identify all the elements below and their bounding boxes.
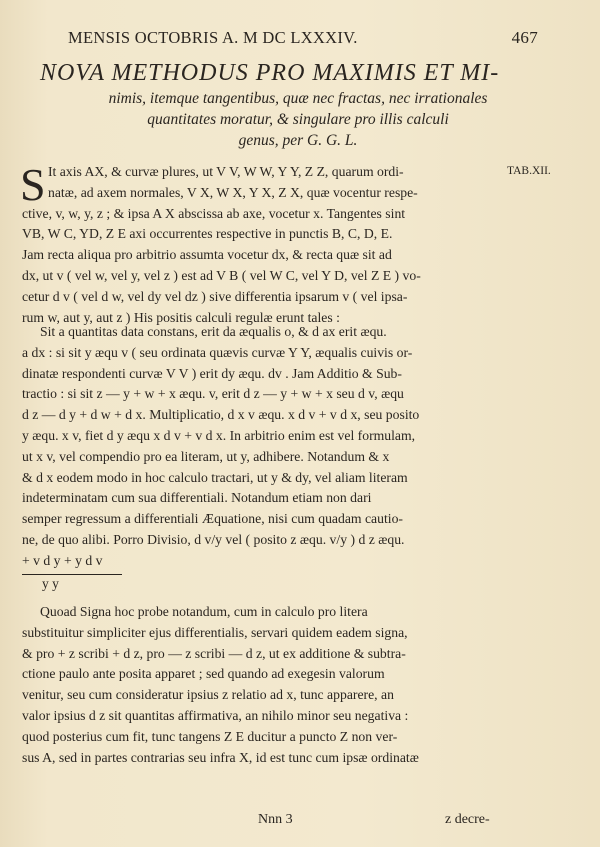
plate-reference: TAB.XII. bbox=[507, 165, 551, 177]
text-line: Quoad Signa hoc probe notandum, cum in calculo pro litera bbox=[40, 604, 368, 619]
text-line: dx, ut v ( vel w, vel y, vel z ) est ad V B ( vel W C, vel Y D, vel Z E ) vo- bbox=[22, 267, 421, 283]
text-line: rum w, aut y, aut z ) His positis calculi regulæ erunt tales : bbox=[22, 309, 340, 325]
text-line: + v d y + y d v bbox=[22, 552, 103, 568]
text-line: ctione paulo ante posita apparet ; sed quando ad exegesin valorum bbox=[22, 666, 385, 682]
article-title-line-2: nimis, itemque tangentibus, quæ nec fractas, nec irrationales bbox=[108, 90, 488, 107]
text-line: VB, W C, YD, Z E axi occurrentes respective in punctis B, C, D, E. bbox=[22, 226, 393, 242]
paragraph-signs bbox=[22, 602, 504, 768]
running-title: MENSIS OCTOBRIS A. M DC LXXXIV. bbox=[68, 28, 358, 47]
text-line: & pro + z scribi + d z, pro — z scribi — d z, ut ex additione & subtra- bbox=[22, 645, 406, 661]
text-line: valor ipsius d z sit quantitas affirmativa, an nihilo minor seu negativa : bbox=[22, 707, 409, 723]
running-header bbox=[68, 28, 538, 48]
text-line: y æqu. x v, fiet d y æqu x d v + v d x. In arbitrio enim est vel formulam, bbox=[22, 427, 416, 443]
text-line: ctive, v, w, y, z ; & ipsa A X abscissa ab axe, vocetur x. Tangentes sint bbox=[22, 205, 406, 221]
paragraph-definitions bbox=[20, 159, 504, 328]
text-line: cetur d v ( vel d w, vel dy vel dz ) sive differentia ipsarum v ( vel ipsa- bbox=[22, 288, 408, 304]
catchword: z decre- bbox=[445, 812, 490, 827]
article-title-line-1: NOVA METHODUS PRO MAXIMIS ET MI- bbox=[40, 60, 500, 86]
text-line: ut x v, vel compendio pro ea literam, ut y, adhibere. Notandum & x bbox=[22, 448, 390, 464]
text-line: dinatæ respondenti curvæ V V ) erit dy æqu. dv . Jam Additio & Sub- bbox=[22, 365, 402, 381]
text-line: & d x eodem modo in hoc calculo tractari, ut y & dy, vel aliam literam bbox=[22, 469, 408, 485]
text-line: a dx : si sit y æqu v ( seu ordinata quævis curvæ Y Y, æqualis cuivis or- bbox=[22, 344, 413, 360]
text-line: substituitur simpliciter ejus differentialis, servari quidem eadem signa, bbox=[22, 624, 408, 640]
text-line: Jam recta aliqua pro arbitrio assumta vocetur dx, & recta quæ sit ad bbox=[22, 247, 392, 263]
fraction-denominator: y y bbox=[42, 576, 59, 591]
paragraph-rules bbox=[22, 322, 504, 572]
text-line: indeterminatam cum sua differentiali. Notandum etiam non dari bbox=[22, 490, 372, 506]
text-line: Sit a quantitas data constans, erit da æqualis o, & d ax erit æqu. bbox=[40, 324, 387, 339]
fraction-rule bbox=[22, 574, 122, 575]
text-line: It axis AX, & curvæ plures, ut V V, W W, Y Y, Z Z, quarum ordi- bbox=[48, 164, 404, 179]
text-line: ne, de quo alibi. Porro Divisio, d v/y vel ( posito z æqu. v/y ) d z æqu. bbox=[22, 531, 405, 547]
text-line: natæ, ad axem normales, V X, W X, Y X, Z X, quæ vocentur respe- bbox=[48, 184, 418, 200]
signature-mark: Nnn 3 bbox=[258, 812, 293, 827]
article-title-line-4: genus, per G. G. L. bbox=[238, 132, 358, 149]
text-line: venitur, seu cum consideratur ipsius z relatio ad x, tunc apparere, an bbox=[22, 687, 394, 703]
drop-capital: S bbox=[20, 159, 46, 210]
text-line: quod posterius cum fit, tunc tangens Z E ducitur a puncto Z non ver- bbox=[22, 728, 398, 744]
text-line: sus A, sed in partes contrarias seu infra X, id est tunc cum ipsæ ordinatæ bbox=[22, 749, 419, 765]
text-line: semper regressum a differentiali Æquatione, nisi cum quadam cautio- bbox=[22, 511, 403, 527]
page-number: 467 bbox=[511, 28, 538, 47]
article-title-line-3: quantitates moratur, & singulare pro illis calculi bbox=[147, 111, 449, 128]
text-line: tractio : si sit z — y + w + x æqu. v, erit d z — y + w + x seu d v, æqu bbox=[22, 386, 404, 402]
text-line: d z — d y + d w + d x. Multiplicatio, d x v æqu. x d v + v d x, seu posito bbox=[22, 407, 420, 423]
